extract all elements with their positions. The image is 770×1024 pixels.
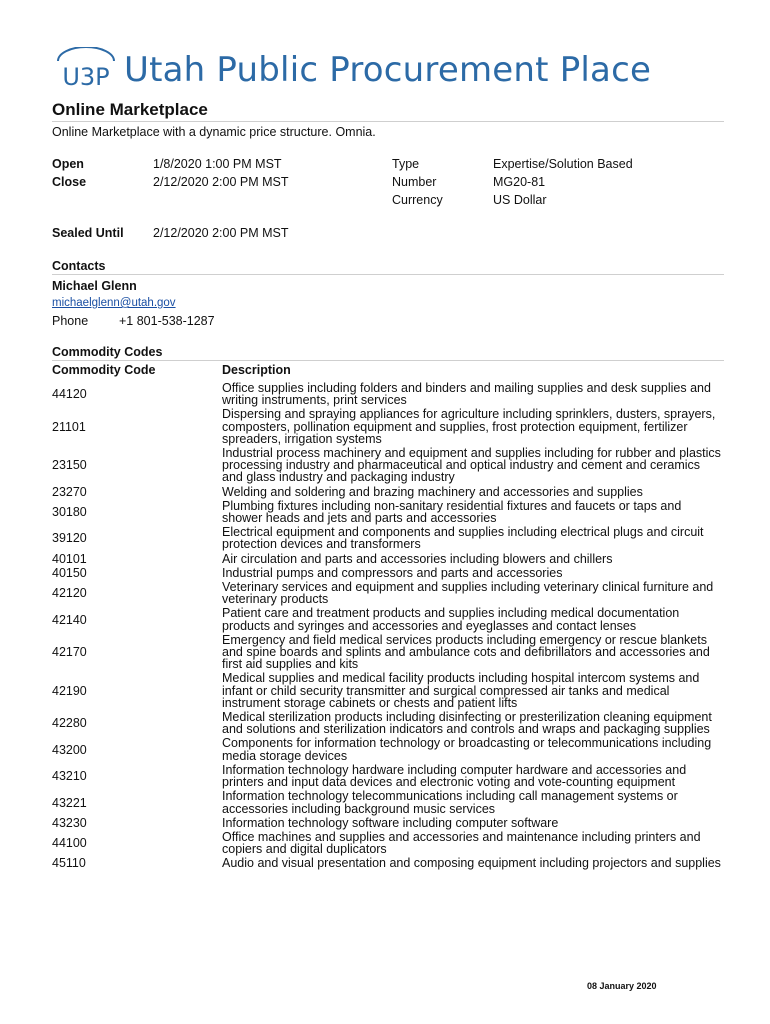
commodity-code: 42140 <box>52 612 87 627</box>
commodity-description: Electrical equipment and components and supplies including electrical plugs and circuit protection devices and transformers <box>222 525 704 552</box>
footer-date: 08 January 2020 <box>587 981 657 991</box>
commodity-description: Office supplies including folders and binders and mailing supplies and desk supplies and writing instruments, print services <box>222 381 711 408</box>
commodity-code: 43200 <box>52 742 87 757</box>
commodity-code: 23270 <box>52 484 87 499</box>
type-value: Expertise/Solution Based <box>493 157 633 171</box>
commodity-code: 21101 <box>52 419 86 434</box>
table-row <box>52 830 724 856</box>
commodity-code: 43221 <box>52 795 87 810</box>
site-title: Utah Public Procurement Place <box>124 50 652 90</box>
title-divider <box>52 121 724 122</box>
commodity-codes-heading: Commodity Codes <box>52 345 163 359</box>
currency-label: Currency <box>392 193 443 207</box>
table-row <box>52 789 724 815</box>
u3p-logo-icon <box>52 47 120 93</box>
table-row <box>52 710 724 736</box>
commodity-code: 30180 <box>52 505 87 520</box>
commodity-description: Information technology hardware including computer hardware and accessories and printers and input data devices and electronic voting and vote-counting equipment <box>222 762 687 790</box>
table-row <box>52 816 724 830</box>
number-value: MG20-81 <box>493 175 546 189</box>
commodity-code: 42280 <box>52 716 87 731</box>
commodity-code: 44120 <box>52 387 87 402</box>
commodity-description: Dispersing and spraying appliances for agriculture including sprinklers, dusters, sprayers, composters, pollination equipment and supplies, frost protection equipment, fertilizer spreaders, irrigation systems <box>222 407 716 446</box>
commodity-description: Industrial process machinery and equipment and supplies including for rubber and plastics processing industry and pharmaceutical and optical industry and cement and ceramics and glass industry and packaging industry <box>222 446 721 485</box>
commodity-description: Plumbing fixtures including non-sanitary residential fixtures and faucets or taps and shower heads and jets and parts and accessories <box>222 498 682 526</box>
commodity-code: 42120 <box>52 586 87 601</box>
contacts-heading: Contacts <box>52 259 106 273</box>
table-row <box>52 763 724 789</box>
commodity-code: 43230 <box>52 815 87 830</box>
number-label: Number <box>392 175 437 189</box>
logo-text: U3P <box>62 63 110 91</box>
commodity-description: Components for information technology or broadcasting or telecommunications including media storage devices <box>222 736 712 763</box>
currency-value: US Dollar <box>493 193 547 207</box>
commodity-code-column-header: Commodity Code <box>52 363 156 377</box>
description-column-header: Description <box>222 363 291 377</box>
commodity-code: 45110 <box>52 856 86 871</box>
close-value: 2/12/2020 2:00 PM MST <box>153 175 289 189</box>
commodity-code: 40150 <box>52 565 87 580</box>
commodity-description: Industrial pumps and compressors and parts and accessories <box>222 565 563 580</box>
commodity-description: Medical sterilization products including disinfecting or presterilization cleaning equipment and solutions and sterilization indicators and controls and wraps and packaging supplies <box>222 710 712 737</box>
contacts-divider <box>52 274 724 275</box>
table-row <box>52 736 724 762</box>
page-subtitle: Online Marketplace with a dynamic price structure. Omnia. <box>52 125 376 139</box>
commodity-description: Welding and soldering and brazing machinery and accessories and supplies <box>222 484 643 499</box>
page-title: Online Marketplace <box>52 100 208 119</box>
table-row <box>52 407 724 446</box>
table-row <box>52 499 724 525</box>
commodity-description: Office machines and supplies and accessories and maintenance including printers and copiers and digital duplicators <box>222 829 701 857</box>
commodity-table <box>52 381 724 871</box>
commodity-description: Air circulation and parts and accessories including blowers and chillers <box>222 551 613 566</box>
table-row <box>52 606 724 632</box>
close-label: Close <box>52 175 87 189</box>
commodity-description: Information technology software including computer software <box>222 815 559 830</box>
commodity-code: 44100 <box>52 836 87 851</box>
table-row <box>52 633 724 672</box>
commodity-code: 23150 <box>52 458 87 473</box>
commodity-description: Veterinary services and equipment and supplies including veterinary clinical furniture and veterinary products <box>222 580 714 607</box>
phone-label: Phone <box>52 314 89 328</box>
table-row <box>52 856 724 870</box>
commodity-code: 39120 <box>52 531 87 546</box>
commodity-description: Information technology telecommunications including call management systems or accessories including background music services <box>222 789 678 816</box>
contact-email-link[interactable]: michaelglenn@utah.gov <box>52 297 176 309</box>
commodity-description: Medical supplies and medical facility products including hospital intercom systems and infant or child security transmitter and surgical compressed air tanks and medical instrument storage cabinets or chests and patient lifts <box>222 671 700 710</box>
commodity-code: 43210 <box>52 769 87 784</box>
table-row <box>52 671 724 710</box>
commodity-description: Emergency and field medical services products including emergency or rescue blankets and spine boards and splints and ambulance cots and defibrillators and accessories and first aid supplies and kits <box>222 632 710 672</box>
table-row <box>52 525 724 551</box>
sealed-until-value: 2/12/2020 2:00 PM MST <box>153 226 289 240</box>
phone-value: +1 801-538-1287 <box>119 314 215 328</box>
site-header <box>52 46 651 94</box>
sealed-until-label: Sealed Until <box>52 226 124 240</box>
table-row <box>52 485 724 499</box>
table-row <box>52 446 724 485</box>
commodity-description: Patient care and treatment products and supplies including medical documentation products and syringes and accessories and eyeglasses and contact lenses <box>222 606 680 633</box>
commodity-code: 42170 <box>52 645 87 660</box>
table-row <box>52 580 724 606</box>
table-row <box>52 566 724 580</box>
table-row <box>52 381 724 407</box>
commodity-code: 40101 <box>52 551 87 566</box>
commodity-code: 42190 <box>52 683 87 698</box>
open-label: Open <box>52 157 84 171</box>
commodity-description: Audio and visual presentation and composing equipment including projectors and supplies <box>222 856 721 871</box>
commodity-divider <box>52 360 724 361</box>
open-value: 1/8/2020 1:00 PM MST <box>153 157 282 171</box>
table-row <box>52 552 724 566</box>
type-label: Type <box>392 157 420 171</box>
contact-name: Michael Glenn <box>52 279 137 293</box>
